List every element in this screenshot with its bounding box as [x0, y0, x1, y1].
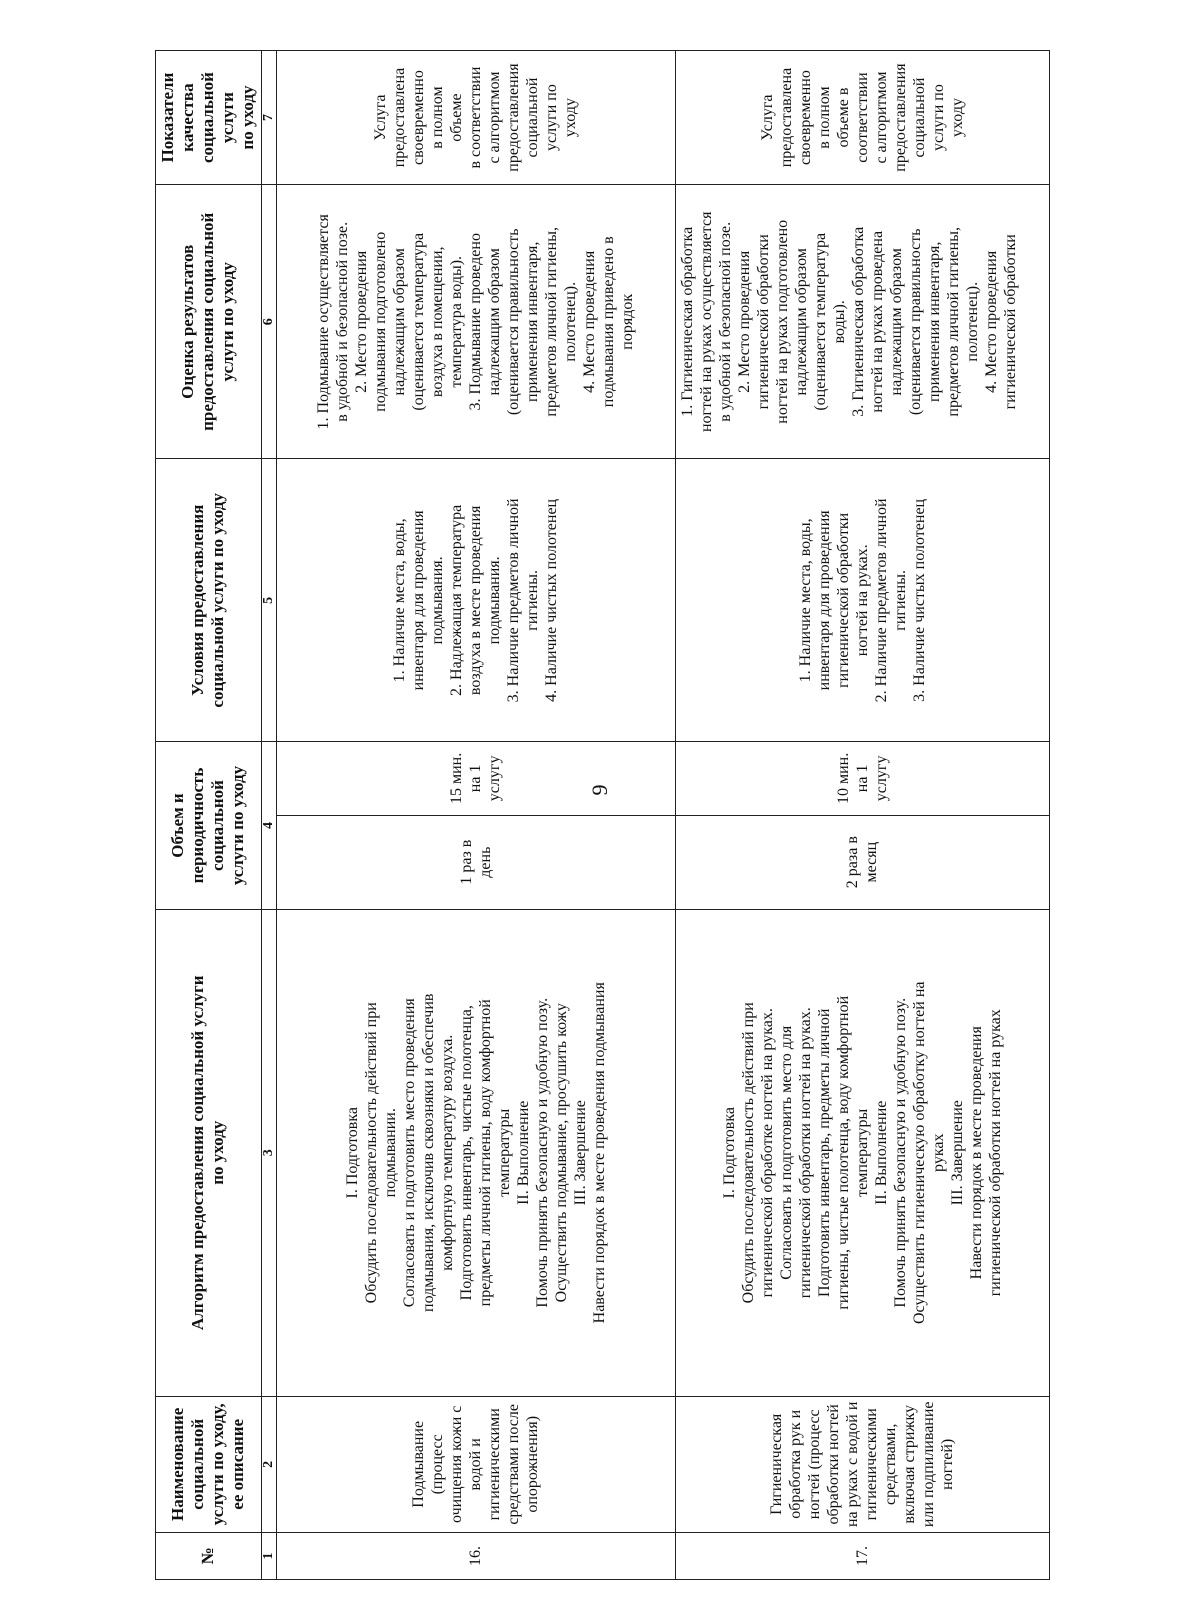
text-line: Оценка результатов [178, 244, 198, 399]
text-line: гигиенической обработки ногтей на руках. [796, 1007, 814, 1299]
text-line: с алгоритмом [872, 71, 890, 164]
text-line: надлежащим образом [792, 248, 810, 396]
text-line: 3. Гигиеническая обработка [849, 226, 867, 417]
text-line: очищения кожи с [448, 1405, 466, 1523]
text-line: подмывания подготовлено [372, 231, 390, 412]
header-quality [156, 51, 262, 185]
text-line: в полном [429, 86, 447, 149]
text-line: 4. Место проведения [581, 250, 599, 393]
text-line: 10 мин. [834, 752, 852, 804]
text-line: услуги по уходу [218, 262, 238, 382]
text-line: или подпиливание [920, 1401, 938, 1528]
text-line: инвентаря для проведения [815, 510, 833, 691]
text-line: Навести порядок в месте проведения подмывания [590, 982, 608, 1324]
text-line: ногтей (процесс [806, 1409, 824, 1520]
text-line: услуги по уходу, [208, 1403, 228, 1526]
text-line: II. Выполнение [514, 1100, 532, 1205]
text-line: (оценивается правильность [906, 228, 924, 416]
text-line: гигиены. [891, 570, 909, 631]
text-line: I. Подготовка [343, 1107, 361, 1199]
service-quality [675, 51, 1049, 185]
text-line: подмывания. [486, 556, 504, 645]
text-line: Осуществить подмывание, просушить кожу [552, 1003, 570, 1303]
text-line: комфортную температуру воздуха. [438, 1034, 456, 1271]
text-line: Обсудить последовательность действий при [739, 1002, 757, 1304]
text-line: гигиенической обработки [1001, 234, 1019, 410]
text-line: (процесс [429, 1434, 447, 1495]
text-line: гигиены, чистые полотенца, воду комфортной [834, 995, 852, 1310]
text-line: объеме [448, 93, 466, 142]
text-line: включая стрижку [901, 1405, 919, 1524]
header-conditions [156, 459, 262, 742]
text-line: услуги [218, 92, 238, 144]
text-line: месяц [863, 841, 881, 883]
service-conditions [675, 459, 1049, 742]
text-line: средствами, [882, 1423, 900, 1505]
service-name [277, 1396, 676, 1532]
text-line: Услуга [758, 94, 776, 141]
text-line: 2 раза в [844, 836, 862, 889]
text-line: социальной [208, 780, 228, 871]
text-line: средствами после [505, 1404, 523, 1525]
service-periodicity [277, 815, 676, 909]
text-line: по уходу [238, 85, 258, 150]
text-line: 3. Наличие чистых полотенец [910, 498, 928, 702]
table-header-row [156, 51, 262, 1580]
text-line: ногтей на руках осуществляется [697, 211, 715, 433]
text-line: уходу [562, 98, 580, 138]
text-line: гигиенической обработке ногтей на руках. [758, 1008, 776, 1298]
text-line: день [476, 846, 494, 878]
text-line: порядок [619, 293, 637, 350]
text-line: гигиенической обработки [834, 512, 852, 688]
text-line: обработка рук и [787, 1409, 805, 1519]
service-periodicity [675, 815, 1049, 909]
text-line: Навести порядок в месте проведения [967, 1026, 985, 1280]
text-line: Обсудить последовательность действий при [362, 1002, 380, 1304]
text-line: в удобной и безопасной позе. [716, 221, 734, 422]
service-conditions [277, 459, 676, 742]
text-line: социальной услуги по уходу [208, 493, 228, 708]
text-line: надлежащим образом [486, 248, 504, 396]
page-number: 9 [587, 784, 612, 796]
text-line: Помочь принять безопасную и удобную позу. [891, 997, 909, 1308]
text-line: III. Завершение [571, 1100, 589, 1206]
text-line: 1. Подмывание осуществляется [315, 214, 333, 430]
header-name [156, 1396, 262, 1532]
text-line: подмывания, исключив сквозняки и обеспечив [419, 993, 437, 1312]
text-line: своевременно [410, 70, 428, 165]
column-number: 4 [261, 742, 276, 910]
text-line: услуги по [543, 84, 561, 151]
text-line: социальной [524, 77, 542, 158]
text-line: руках [929, 1133, 947, 1172]
text-line: своевременно [796, 70, 814, 165]
text-line: объеме в [834, 87, 852, 148]
text-line: на 1 [853, 764, 871, 793]
text-line: 2. Место проведения [735, 250, 753, 393]
text-line: услуги по [929, 84, 947, 151]
text-line: Подмывание [410, 1420, 428, 1508]
text-line: применения инвентаря, [925, 241, 943, 402]
text-line: 2. Место проведения [353, 250, 371, 393]
text-line: (оценивается температура [811, 232, 829, 411]
text-line: Подготовить инвентарь, предметы личной [815, 1008, 833, 1297]
text-line: периодичность [188, 767, 208, 884]
text-line: услугу [486, 755, 504, 802]
text-line: 3. Наличие предметов личной [505, 498, 523, 703]
text-line: Услуга [372, 94, 390, 141]
text-line: полотенец). [562, 281, 580, 362]
text-line: предоставлена [777, 67, 795, 168]
text-line: уходу [948, 98, 966, 138]
text-line: гигиеническими [486, 1408, 504, 1521]
text-line: услугу [872, 755, 890, 802]
text-line: с алгоритмом [486, 71, 504, 164]
text-line: предоставления [891, 63, 909, 172]
services-table-page [155, 50, 1050, 1580]
text-line: надлежащим образом [887, 248, 905, 396]
text-line: гигиены. [524, 570, 542, 631]
text-line: подмывания приведено в [600, 236, 618, 408]
text-line: социальной [188, 1418, 208, 1510]
text-line: гигиенической обработки ногтей на руках [986, 1009, 1004, 1297]
text-line: Осуществить гигиеническую обработку ногтей на [910, 981, 928, 1325]
text-line: Подготовить инвентарь, чистые полотенца, [457, 1005, 475, 1301]
text-line: предметов личной гигиены, [543, 227, 561, 417]
service-algorithm [675, 909, 1049, 1396]
text-line: качества [178, 83, 198, 152]
text-line: в удобной и безопасной позе. [334, 221, 352, 422]
text-line: 2. Надлежащая температура [448, 504, 466, 696]
text-line: обработки ногтей [825, 1404, 843, 1525]
text-line: в полном [815, 86, 833, 149]
row-number: 16. [277, 1532, 676, 1579]
text-line: гигиеническими [863, 1408, 881, 1521]
text-line: предметов личной гигиены, [944, 227, 962, 417]
service-duration [675, 742, 1049, 815]
text-line: ногтей на руках подготовлено [773, 219, 791, 424]
services-table [155, 50, 1050, 1580]
text-line: инвентаря для проведения [410, 510, 428, 691]
text-line: температуры [495, 1108, 513, 1197]
text-line: воды). [830, 300, 848, 344]
text-line: 1. Гигиеническая обработка [678, 226, 696, 417]
text-line: водой и [467, 1438, 485, 1491]
text-line: воздуха в помещении, [429, 246, 447, 398]
text-line: соответствии [853, 72, 871, 163]
column-number: 1 [261, 1532, 276, 1579]
text-line: 3. Подмывание проведено [467, 233, 485, 411]
text-line: применения инвентаря, [524, 241, 542, 402]
text-line: подмывании. [381, 1108, 399, 1198]
text-line: полотенец). [963, 281, 981, 362]
text-line: ногтей на руках. [853, 544, 871, 657]
service-quality [277, 51, 676, 185]
text-line: социальной [198, 72, 218, 163]
column-number: 6 [261, 185, 276, 459]
header-evaluation [156, 185, 262, 459]
column-number-row [261, 51, 276, 1580]
text-line: Показатели [158, 72, 178, 163]
column-number: 3 [261, 909, 276, 1396]
text-line: Условия предоставления [188, 504, 208, 697]
text-line: (оценивается температура [410, 232, 428, 411]
text-line: Помочь принять безопасную и удобную позу. [533, 997, 551, 1308]
text-line: опорожнения) [524, 1415, 542, 1513]
text-line: Согласовать и подготовить место проведения [400, 998, 418, 1308]
service-name [675, 1396, 1049, 1532]
table-row [675, 51, 1049, 1580]
table-row [277, 51, 676, 1580]
text-line: социальной [910, 77, 928, 158]
text-line: предоставления социальной [198, 212, 218, 431]
column-number: 5 [261, 459, 276, 742]
text-line: на руках с водой и [844, 1401, 862, 1528]
text-line: услуги по уходу [228, 765, 248, 886]
text-line: предоставления [505, 63, 523, 172]
text-line: Гигиеническая [768, 1413, 786, 1515]
text-line: Наименование [168, 1407, 188, 1521]
text-line: 2. Наличие предметов личной [872, 498, 890, 703]
column-number: 7 [261, 51, 276, 185]
text-line: воздуха в месте проведения [467, 505, 485, 696]
text-line: в соответствии [467, 66, 485, 169]
text-line: ногтей на руках проведена [868, 230, 886, 413]
text-line: предметы личной гигиены, воду комфортной [476, 999, 494, 1307]
text-line: III. Завершение [948, 1100, 966, 1206]
text-line: температура воды). [448, 255, 466, 388]
header-algorithm [156, 909, 262, 1396]
text-line: 15 мин. [448, 752, 466, 804]
text-line: 4. Место проведения [982, 250, 1000, 393]
header-no: № [156, 1532, 262, 1579]
row-number: 17. [675, 1532, 1049, 1579]
service-evaluation [675, 185, 1049, 459]
text-line: I. Подготовка [720, 1107, 738, 1199]
service-evaluation [277, 185, 676, 459]
text-line: на 1 [467, 764, 485, 793]
text-line: Объем и [168, 793, 188, 858]
text-line: температуры [853, 1108, 871, 1197]
service-algorithm [277, 909, 676, 1396]
text-line: (оценивается правильность [505, 228, 523, 416]
text-line: по уходу [208, 1120, 228, 1185]
text-line: Согласовать и подготовить место для [777, 1025, 795, 1280]
text-line: ногтей) [939, 1438, 957, 1490]
text-line: предоставлена [391, 67, 409, 168]
service-duration [277, 742, 676, 815]
text-line: гигиенической обработки [754, 234, 772, 410]
header-volume [156, 742, 262, 910]
text-line: 1. Наличие места, воды, [796, 518, 814, 683]
text-line: II. Выполнение [872, 1100, 890, 1205]
text-line: 1 раз в [457, 839, 475, 885]
text-line: 1. Наличие места, воды, [391, 518, 409, 683]
text-line: надлежащим образом [391, 248, 409, 396]
text-line: подмывания. [429, 556, 447, 645]
text-line: 4. Наличие чистых полотенец [543, 498, 561, 702]
column-number: 2 [261, 1396, 276, 1532]
text-line: Алгоритм предоставления социальной услуги [188, 975, 208, 1331]
text-line: ее описание [228, 1418, 248, 1510]
